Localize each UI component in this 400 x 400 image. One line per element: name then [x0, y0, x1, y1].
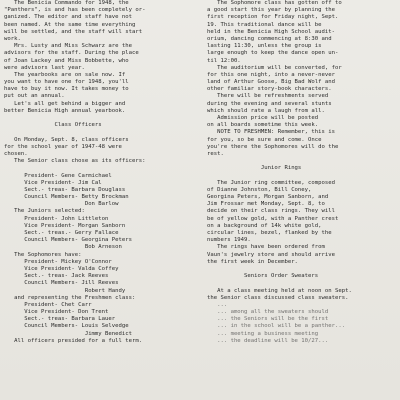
left-column-line: put out an annual. — [4, 93, 65, 100]
left-column-line: you want to have one for 1948, you'll — [4, 79, 129, 86]
left-column-line: All officers presided for a full term. — [4, 337, 143, 344]
left-column-line: and representing the Freshmen class: — [4, 294, 136, 301]
left-column-line: Bob Arneson — [4, 244, 122, 251]
left-column-line: Jimmy Benedict — [4, 330, 132, 337]
left-column-line: President- Chet Carr — [4, 301, 92, 308]
right-column-line: be of yellow gold, with a Panther crest — [207, 215, 339, 222]
left-column-line: Class Officers — [4, 122, 102, 129]
left-column-line: Council Members- Louis Selvedge — [4, 323, 129, 330]
left-column-line: President- John Littleton — [4, 215, 109, 222]
right-column-line: At a class meeting held at noon on Sept. — [207, 287, 352, 294]
left-column-line: will be settled, and the staff will start — [4, 28, 143, 35]
right-column-line: The auditorium will be converted, for — [207, 64, 342, 71]
right-column-line: ... the Seniors will be the first — [207, 316, 329, 323]
right-column-line: decide on their class rings. They will — [207, 208, 335, 215]
right-column-line: Georgina Peters, Morgan Sanborn, and — [207, 194, 329, 201]
right-column-line: lasting 11:30, unless the group is — [207, 43, 322, 50]
right-column-line: numbers 1949. — [207, 237, 251, 244]
right-column-line: which should rate a laugh from all. — [207, 107, 325, 114]
right-column-line: Jim Frossar met Monday, Sept. 8, to — [207, 201, 325, 208]
left-column-line: Vice President- Don Trent — [4, 309, 109, 316]
left-column-line: Sect.- treas.- Gerry Fallace — [4, 230, 119, 236]
right-column-line: rest. — [207, 150, 224, 157]
left-column-line: The Benicia Commando for 1948, the — [4, 0, 129, 6]
right-column-line: Admission price will be posted — [207, 115, 319, 121]
right-column-line: Vaun's jewelry store and should arrive — [207, 251, 335, 258]
right-column-line: The Sophomore class has gotten off to — [207, 0, 342, 6]
right-column-line — [207, 158, 397, 165]
left-column-line: Don Barlow — [4, 201, 119, 208]
right-column-line: held in the Benicia High School audit- — [207, 28, 335, 35]
right-column-line: you're there the Sophomores will do the — [207, 143, 339, 150]
right-column-line: The rings have been ordered from — [207, 244, 325, 251]
left-column-line: The Sophomores have: — [4, 251, 82, 258]
right-column-line — [207, 173, 397, 180]
right-column-line: ... in the school will be a panther... — [207, 323, 346, 330]
right-column-line: ... the deadline will be 10/27... — [207, 337, 329, 344]
right-column-line — [207, 280, 397, 287]
right-column-line: a good start this year by planning the — [207, 7, 335, 14]
left-column-line: "Panthers", is and has been completely or- — [4, 7, 146, 14]
left-column-line: for the school year of 1947-48 were — [4, 143, 122, 150]
left-column-line: The Juniors selected: — [4, 208, 85, 215]
left-column-line: better Benicia High annual yearbook. — [4, 107, 126, 114]
left-column-line: Robert Handy — [4, 287, 126, 294]
right-column-line: ... among all the sweaters should — [207, 309, 329, 316]
right-column-line: for you, so be sure and come. Once — [207, 136, 322, 143]
left-column-line: Vice President- Valda Coffey — [4, 265, 119, 272]
right-column-line: of Dianne Johnston, Bill Coney, — [207, 186, 312, 193]
right-column-line — [207, 266, 397, 273]
left-column-line — [4, 165, 200, 172]
right-column-line: land of Arthur Goose, Big Bad Wolf and — [207, 79, 335, 86]
right-column-line: 19. This traditional dance will be — [207, 21, 322, 28]
left-column-line: President- Gene Carmichael — [4, 172, 112, 179]
left-column-line: chosen. — [4, 150, 28, 157]
right-column-line: first reception for Friday night, Sept. — [207, 14, 339, 21]
left-column-line: Sect.- treas- Barbara Douglass — [4, 186, 126, 193]
left-column-line — [4, 129, 200, 136]
left-column-line: have to buy it now. It takes money to — [4, 86, 129, 93]
left-column-line: ganized. The editor and staff have not — [4, 14, 132, 21]
left-column-line: President- Mickey O'Connor — [4, 258, 112, 265]
right-column-line: on a background of 14k white gold, — [207, 222, 322, 229]
right-column-line: circular lines, bezel, flanked by the — [207, 230, 332, 236]
right-column-line: The Junior ring committee, composed — [207, 179, 335, 186]
right-column-line: There will be refreshments served — [207, 93, 329, 100]
left-column-line: Let's all get behind a bigger and — [4, 100, 126, 107]
left-column-line: The Senior class chose as its officers: — [4, 158, 146, 165]
left-column-line: Council Members- Georgina Peters — [4, 237, 132, 244]
left-column-line: On Monday, Sept. 8, class officers — [4, 136, 129, 143]
right-column-line: large enough to keep the dance open un- — [207, 50, 339, 57]
right-column-line: for this one night, into a never-never — [207, 71, 335, 78]
left-column-line: Sect.- treas- Barbara Lauer — [4, 316, 116, 323]
left-column-line: Vice President- Jim Cal — [4, 179, 102, 186]
right-column-line: other familiar story-book characters. — [207, 86, 332, 93]
right-column-line: orium, dancing commencing at 8:30 and — [207, 35, 332, 42]
right-column — [207, 0, 397, 345]
right-column-line: Junior Rings — [207, 165, 302, 172]
right-column-line: til 12:00. — [207, 57, 241, 64]
left-column-line: work. — [4, 35, 21, 42]
left-column-line: been named. At the same time everything — [4, 21, 136, 28]
left-column-line: Council Members- Jill Reeves — [4, 280, 119, 287]
left-column-line: Vice President- Morgan Sanborn — [4, 222, 126, 229]
right-column-line: the first week in December. — [207, 258, 298, 265]
left-column — [4, 0, 200, 345]
left-column-line — [4, 115, 200, 122]
left-column-line: advisors for the staff. During the place — [4, 50, 139, 57]
left-column-line: Council Members- Betty Brockman — [4, 194, 129, 201]
left-column-line: were advisors last year. — [4, 64, 85, 71]
left-column-line: Sect.- treas- Jack Reeves — [4, 273, 109, 280]
right-column-line: ... — [207, 301, 228, 308]
left-column-line: Mrs. Lusty and Miss Schwarz are the — [4, 43, 132, 50]
right-column-line: on all boards sometime this week. — [207, 122, 319, 129]
right-column-line: the Senior class discussed class sweaters. — [207, 294, 349, 301]
right-column-line: during the evening and several stunts — [207, 100, 332, 107]
right-column-line: Seniors Order Sweaters — [207, 273, 319, 280]
right-column-line: ... meeting a business meeting — [207, 330, 319, 337]
left-column-line: of Joan Lackey and Miss Bobbette, who — [4, 57, 129, 64]
right-column-line: NOTE TO FRESHMEN: Remember, this is — [207, 129, 335, 136]
left-column-line: The yearbooks are on sale now. If — [4, 71, 126, 78]
